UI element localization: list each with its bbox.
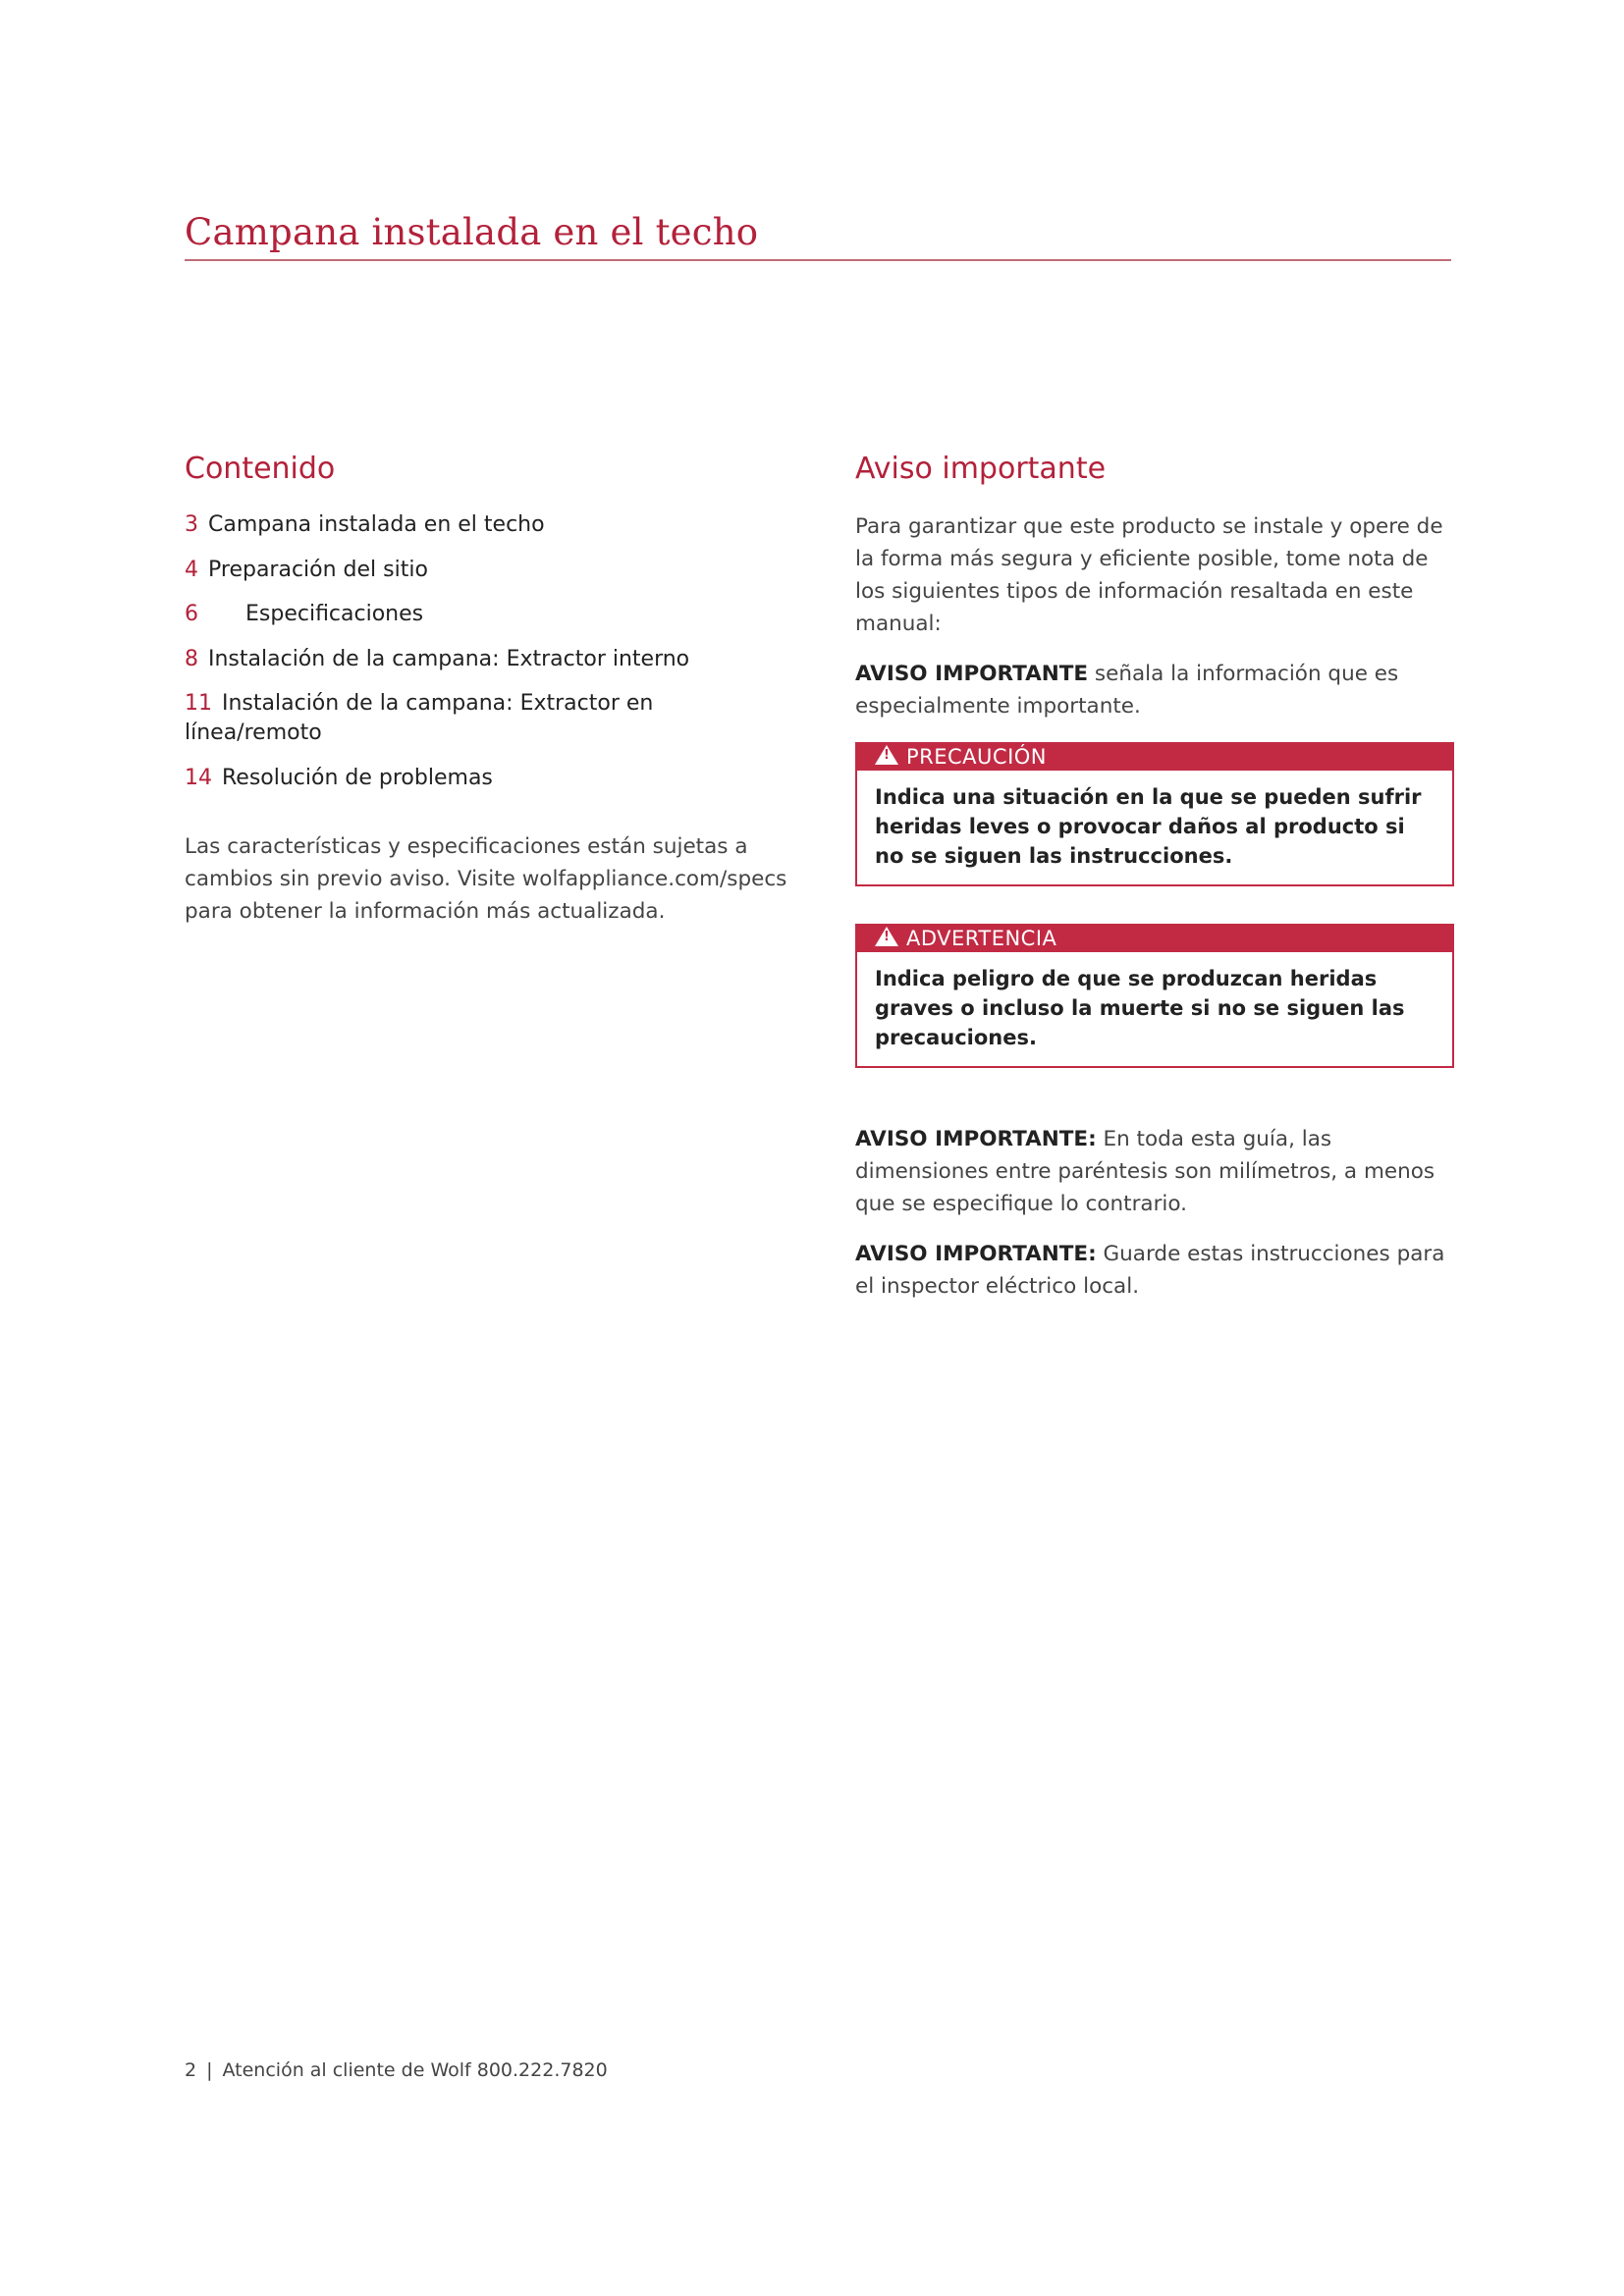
warning-header xyxy=(857,926,1452,952)
notice-column xyxy=(855,450,1454,1320)
caution-header xyxy=(857,744,1452,771)
contents-column xyxy=(185,450,793,928)
toc-label: Preparación del sitio xyxy=(208,557,428,582)
dimensions-note xyxy=(855,1123,1454,1220)
toc-page-number: 3 xyxy=(185,512,198,537)
toc-label: Instalación de la campana: Extractor interno xyxy=(208,646,690,671)
toc-label: Resolución de problemas xyxy=(222,765,493,790)
toc-item[interactable] xyxy=(185,556,793,585)
note-label: AVISO IMPORTANTE: xyxy=(855,1127,1097,1151)
toc-item[interactable] xyxy=(185,764,793,793)
caution-text: Indica una situación en la que se pueden sufrir heridas leves o provocar daños al producto si no se siguen las instrucciones. xyxy=(875,785,1422,868)
toc-item[interactable] xyxy=(185,645,793,674)
toc-label: Campana instalada en el techo xyxy=(208,512,545,537)
table-of-contents xyxy=(185,510,793,793)
toc-item[interactable] xyxy=(185,600,793,629)
toc-label: Especificaciones xyxy=(245,602,424,626)
toc-page-number: 4 xyxy=(185,557,198,582)
caution-title: PRECAUCIÓN xyxy=(906,745,1048,769)
note-text: En toda esta guía, las dimensiones entre paréntesis son milímetros, a menos que se especifique lo contrario. xyxy=(855,1127,1435,1216)
warning-box xyxy=(855,924,1454,1068)
notice-heading: Aviso importante xyxy=(855,452,1107,486)
toc-page-number: 11 xyxy=(185,691,212,716)
specs-change-note: Las características y especificaciones están sujetas a cambios sin previo aviso. Visite wolfappliance.com/specs para obtener la información más actualizada. xyxy=(185,833,787,924)
page-footer xyxy=(185,2057,608,2083)
important-definition xyxy=(855,658,1454,722)
caution-box xyxy=(855,742,1454,886)
customer-service-text: Atención al cliente de Wolf 800.222.7820 xyxy=(222,2059,608,2081)
toc-item[interactable] xyxy=(185,510,793,540)
contents-heading: Contenido xyxy=(185,452,336,486)
title-divider xyxy=(185,259,1451,261)
page-title: Campana instalada en el techo xyxy=(185,211,759,253)
page-number: 2 xyxy=(185,2059,197,2081)
toc-label: Instalación de la campana: Extractor en línea/remoto xyxy=(185,691,654,745)
toc-page-number: 8 xyxy=(185,646,198,671)
warning-triangle-icon xyxy=(875,745,898,765)
important-text: señala la información que es especialmente importante. xyxy=(855,662,1399,719)
important-label: AVISO IMPORTANTE xyxy=(855,662,1089,686)
warning-triangle-icon xyxy=(875,927,898,946)
additional-notes xyxy=(855,1123,1454,1303)
note-text: Guarde estas instrucciones para el inspector eléctrico local. xyxy=(855,1242,1445,1299)
toc-page-number: 14 xyxy=(185,765,212,790)
toc-item[interactable] xyxy=(185,689,793,748)
keep-instructions-note xyxy=(855,1238,1454,1303)
warning-title: ADVERTENCIA xyxy=(906,927,1057,950)
footer-separator: | xyxy=(206,2059,213,2081)
notice-intro: Para garantizar que este producto se instale y opere de la forma más segura y eficiente posible, tome nota de los siguientes tipos de información resaltada en este manual: xyxy=(855,514,1443,636)
note-label: AVISO IMPORTANTE: xyxy=(855,1242,1097,1266)
warning-text: Indica peligro de que se produzcan heridas graves o incluso la muerte si no se siguen las precauciones. xyxy=(875,967,1405,1049)
toc-page-number: 6 xyxy=(185,602,198,626)
